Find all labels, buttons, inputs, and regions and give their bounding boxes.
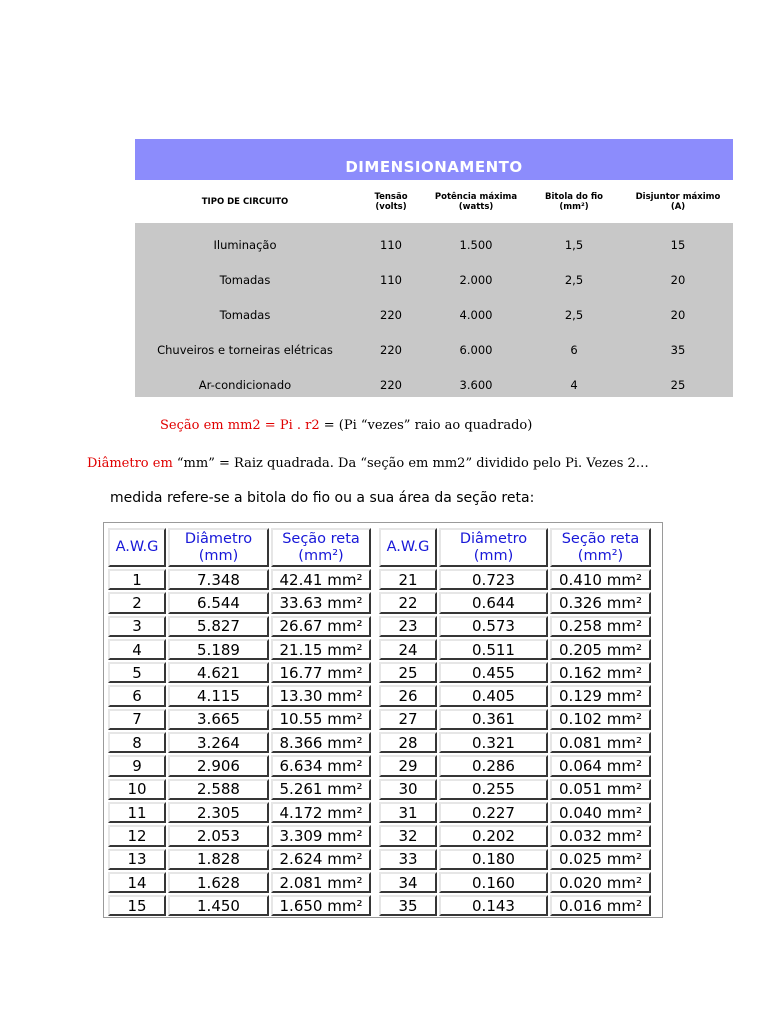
formula-diametro-text: “mm” = Raiz quadrada. Da “seção em mm2” dividido pelo Pi. Vezes 2…: [172, 456, 649, 471]
table-cell: 1,5: [564, 237, 584, 252]
table-cell: 2: [108, 592, 166, 613]
table-cell: 0.227: [439, 802, 548, 823]
table-cell: 9: [108, 755, 166, 776]
table-cell: 5.827: [168, 616, 269, 637]
table-cell: 0.081 mm²: [550, 732, 651, 753]
table-cell: 8.366 mm²: [271, 732, 371, 753]
formula-diametro: [87, 456, 649, 471]
formula-secao-label: Seção em mm2 = Pi . r2: [160, 418, 320, 433]
table-cell: 2.906: [168, 755, 269, 776]
table-row: [378, 894, 652, 917]
table-cell: 4.000: [459, 307, 493, 322]
table-row: [107, 684, 372, 707]
dimensionamento-table: [135, 139, 733, 397]
table-cell: 3.665: [168, 709, 269, 730]
table-cell: 0.258 mm²: [550, 616, 651, 637]
table-cell: 0.573: [439, 616, 548, 637]
table-row: [107, 591, 372, 614]
table-cell: 0.064 mm²: [550, 755, 651, 776]
table-cell: 4.172 mm²: [271, 802, 371, 823]
table-cell: 220: [380, 343, 402, 358]
table-cell: 0.143: [439, 895, 548, 916]
table-row: [107, 638, 372, 661]
table-cell: 21: [379, 569, 437, 590]
table-cell: 0.723: [439, 569, 548, 590]
table-cell: 1: [108, 569, 166, 590]
table-cell: 25: [379, 662, 437, 683]
awg-header-secao: Seção reta (mm²): [271, 528, 371, 567]
table-row: [107, 801, 372, 824]
table-cell: 15: [108, 895, 166, 916]
table-cell: 10: [108, 779, 166, 800]
table-cell: Chuveiros e torneiras elétricas: [157, 343, 333, 358]
header-disjuntor: Disjuntor máximo (A): [635, 191, 721, 212]
header-tensao: Tensão (volts): [374, 191, 408, 212]
table-cell: 28: [379, 732, 437, 753]
table-row: [378, 801, 652, 824]
table-cell: 1.828: [168, 849, 269, 870]
awg-header-row-left: [107, 527, 372, 568]
table-cell: 20: [670, 272, 686, 287]
table-cell: 0.410 mm²: [550, 569, 651, 590]
table-cell: 35: [670, 343, 686, 358]
table-cell: 2.588: [168, 779, 269, 800]
table-row: [378, 615, 652, 638]
table-cell: 4: [570, 378, 578, 393]
table-row: [378, 638, 652, 661]
table-cell: 26.67 mm²: [271, 616, 371, 637]
table-cell: 33.63 mm²: [271, 592, 371, 613]
table-cell: 0.511: [439, 639, 548, 660]
awg-header-diametro-2: Diâmetro (mm): [439, 528, 548, 567]
table-cell: 5.189: [168, 639, 269, 660]
table-cell: 2.000: [459, 272, 493, 287]
table-cell: 16.77 mm²: [271, 662, 371, 683]
table-row: [378, 848, 652, 871]
table-cell: 2,5: [564, 307, 584, 322]
table-cell: 3: [108, 616, 166, 637]
table-cell: 15: [670, 237, 686, 252]
table-cell: 2.305: [168, 802, 269, 823]
table-row: [135, 297, 733, 332]
table-cell: 2.081 mm²: [271, 872, 371, 893]
table-cell: Tomadas: [219, 272, 271, 287]
table-cell: 6: [570, 343, 578, 358]
table-cell: 0.202: [439, 825, 548, 846]
medida-text: medida refere-se a bitola do fio ou a sua área da seção reta:: [110, 490, 535, 506]
table-cell: 0.160: [439, 872, 548, 893]
table-cell: 10.55 mm²: [271, 709, 371, 730]
table-cell: 5.261 mm²: [271, 779, 371, 800]
table-row: [107, 778, 372, 801]
table-row: [378, 568, 652, 591]
table-row: [135, 262, 733, 297]
table-cell: 4: [108, 639, 166, 660]
table-cell: Iluminação: [213, 237, 277, 252]
table-cell: 7: [108, 709, 166, 730]
awg-header-awg: A.W.G: [108, 528, 166, 567]
table-cell: 21.15 mm²: [271, 639, 371, 660]
table-row: [135, 368, 733, 403]
table-cell: 0.102 mm²: [550, 709, 651, 730]
table-cell: 13.30 mm²: [271, 685, 371, 706]
table-cell: 25: [670, 378, 686, 393]
table-row: [378, 708, 652, 731]
table-cell: 0.032 mm²: [550, 825, 651, 846]
header-tipo-circuito: TIPO DE CIRCUITO: [201, 196, 289, 207]
awg-right-half: [378, 527, 652, 917]
dimensionamento-title: DIMENSIONAMENTO: [135, 139, 733, 180]
table-cell: 3.309 mm²: [271, 825, 371, 846]
table-row: [107, 615, 372, 638]
table-cell: 0.321: [439, 732, 548, 753]
table-cell: 3.264: [168, 732, 269, 753]
table-cell: 34: [379, 872, 437, 893]
table-row: [378, 731, 652, 754]
table-row: [378, 684, 652, 707]
table-cell: 6: [108, 685, 166, 706]
table-cell: 0.205 mm²: [550, 639, 651, 660]
table-row: [135, 333, 733, 368]
table-cell: 33: [379, 849, 437, 870]
table-cell: 12: [108, 825, 166, 846]
table-row: [378, 661, 652, 684]
table-cell: 20: [670, 307, 686, 322]
table-cell: 23: [379, 616, 437, 637]
table-cell: 0.361: [439, 709, 548, 730]
header-potencia: Potência máxima (watts): [434, 191, 518, 212]
awg-header-diametro: Diâmetro (mm): [168, 528, 269, 567]
formula-secao-text: = (Pi “vezes” raio ao quadrado): [319, 418, 533, 433]
table-row: [107, 661, 372, 684]
table-cell: 2,5: [564, 272, 584, 287]
table-cell: 110: [380, 272, 402, 287]
table-row: [107, 848, 372, 871]
table-cell: 26: [379, 685, 437, 706]
table-cell: 2.624 mm²: [271, 849, 371, 870]
table-cell: Tomadas: [219, 307, 271, 322]
table-row: [135, 227, 733, 262]
table-cell: 0.255: [439, 779, 548, 800]
table-cell: 0.455: [439, 662, 548, 683]
table-cell: 13: [108, 849, 166, 870]
table-cell: 0.040 mm²: [550, 802, 651, 823]
table-cell: 14: [108, 872, 166, 893]
dimensionamento-body: [135, 223, 733, 397]
table-cell: 110: [380, 237, 402, 252]
table-cell: 27: [379, 709, 437, 730]
table-cell: 6.634 mm²: [271, 755, 371, 776]
formula-secao: [160, 418, 532, 433]
table-cell: 35: [379, 895, 437, 916]
table-cell: 1.650 mm²: [271, 895, 371, 916]
table-cell: 6.544: [168, 592, 269, 613]
table-cell: 32: [379, 825, 437, 846]
table-cell: 220: [380, 378, 402, 393]
table-cell: 4.115: [168, 685, 269, 706]
table-cell: 11: [108, 802, 166, 823]
table-cell: 24: [379, 639, 437, 660]
table-cell: 0.180: [439, 849, 548, 870]
table-row: [107, 871, 372, 894]
table-cell: 0.286: [439, 755, 548, 776]
awg-table: [103, 522, 663, 918]
table-cell: 0.025 mm²: [550, 849, 651, 870]
awg-header-row-right: [378, 527, 652, 568]
table-row: [378, 871, 652, 894]
table-cell: 0.020 mm²: [550, 872, 651, 893]
table-cell: 0.129 mm²: [550, 685, 651, 706]
table-row: [378, 778, 652, 801]
table-cell: 7.348: [168, 569, 269, 590]
table-cell: 22: [379, 592, 437, 613]
table-row: [378, 754, 652, 777]
table-cell: 6.000: [459, 343, 493, 358]
table-cell: 0.644: [439, 592, 548, 613]
awg-left-half: [107, 527, 372, 917]
header-bitola: Bitola do fio (mm²): [545, 191, 603, 212]
table-cell: 31: [379, 802, 437, 823]
table-cell: 220: [380, 307, 402, 322]
table-cell: 3.600: [459, 378, 493, 393]
dimensionamento-header-row: [135, 180, 733, 223]
table-cell: 5: [108, 662, 166, 683]
table-cell: 8: [108, 732, 166, 753]
table-cell: 2.053: [168, 825, 269, 846]
table-cell: 30: [379, 779, 437, 800]
table-row: [107, 568, 372, 591]
table-cell: 0.016 mm²: [550, 895, 651, 916]
table-row: [378, 824, 652, 847]
table-cell: 0.051 mm²: [550, 779, 651, 800]
table-cell: Ar-condicionado: [198, 378, 292, 393]
table-row: [107, 754, 372, 777]
table-cell: 0.405: [439, 685, 548, 706]
table-cell: 1.450: [168, 895, 269, 916]
table-cell: 42.41 mm²: [271, 569, 371, 590]
table-row: [107, 824, 372, 847]
table-cell: 0.326 mm²: [550, 592, 651, 613]
table-cell: 4.621: [168, 662, 269, 683]
awg-header-awg-2: A.W.G: [379, 528, 437, 567]
table-row: [378, 591, 652, 614]
table-cell: 0.162 mm²: [550, 662, 651, 683]
awg-header-secao-2: Seção reta (mm²): [550, 528, 651, 567]
table-row: [107, 894, 372, 917]
table-row: [107, 708, 372, 731]
formula-diametro-label: Diâmetro em: [87, 456, 173, 471]
table-cell: 29: [379, 755, 437, 776]
table-cell: 1.628: [168, 872, 269, 893]
table-cell: 1.500: [459, 237, 493, 252]
table-row: [107, 731, 372, 754]
